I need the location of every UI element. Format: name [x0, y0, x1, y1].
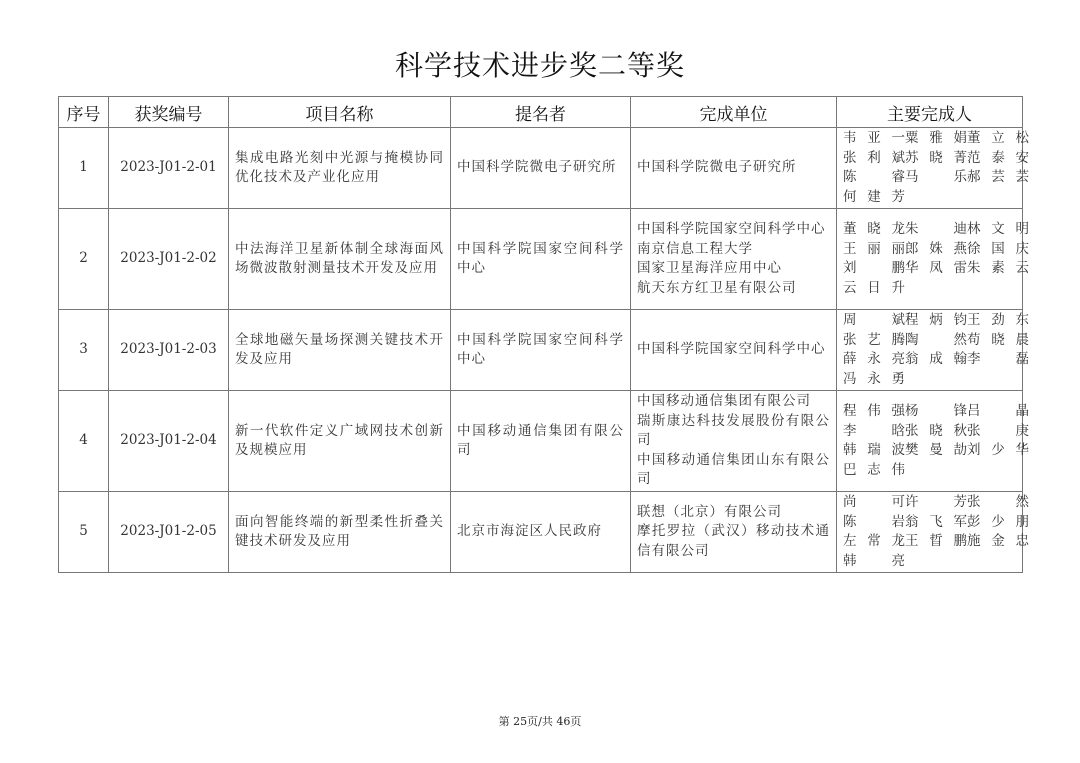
person-name: 李 晗 [843, 422, 905, 439]
cell-nominator: 中国科学院国家空间科学中心 [451, 310, 631, 391]
people-list [843, 220, 1029, 298]
person-name: 薛永亮 [843, 351, 905, 367]
person-name: 苏晓菁 [905, 149, 967, 166]
people-list [843, 311, 1029, 389]
cell-award-no: 2023-J01-2-05 [109, 492, 229, 573]
person-name: 周 斌 [843, 312, 905, 328]
header-units: 完成单位 [631, 97, 837, 128]
person-name: 徐国庆 [967, 240, 1029, 257]
page-title: 科学技术进步奖二等奖 [394, 49, 685, 82]
person-name: 翁成翰 [905, 351, 967, 367]
person-name: 杨 锋 [905, 403, 967, 419]
person-name: 张晓秋 [905, 422, 967, 439]
cell-seq: 3 [59, 310, 109, 391]
unit-name: 中国移动通信集团有限公司 [637, 393, 811, 410]
person-name: 粟雅娟 [905, 130, 967, 146]
table-row [59, 391, 1023, 492]
unit-name: 国家卫星海洋应用中心 [637, 260, 782, 276]
person-name: 王劲东 [967, 312, 1029, 328]
cell-seq: 1 [59, 128, 109, 209]
header-award-no: 获奖编号 [109, 97, 229, 128]
cell-award-no: 2023-J01-2-02 [109, 209, 229, 310]
person-name: 陈 岩 [843, 513, 905, 530]
person-name: 李 磊 [967, 351, 1029, 367]
person-name: 左常龙 [843, 533, 905, 549]
header-nominator: 提名者 [451, 97, 631, 128]
table-row [59, 492, 1023, 573]
unit-name: 摩托罗拉（武汉）移动技术通信有限公司 [637, 523, 830, 559]
person-name: 陶 然 [905, 331, 967, 348]
cell-nominator: 中国科学院国家空间科学中心 [451, 209, 631, 310]
cell-units [631, 209, 837, 310]
cell-award-no: 2023-J01-2-03 [109, 310, 229, 391]
people-list [843, 493, 1029, 571]
cell-people [837, 391, 1029, 492]
awards-table [58, 96, 1029, 573]
cell-units [631, 310, 837, 391]
person-name: 许 芳 [905, 494, 967, 510]
person-name: 程伟强 [843, 403, 905, 419]
unit-name: 瑞斯康达科技发展股份有限公司 [637, 412, 830, 449]
person-name: 王晢鹏 [905, 533, 967, 549]
cell-nominator: 中国移动通信集团有限公司 [451, 391, 631, 492]
person-name: 樊曼劼 [905, 442, 967, 458]
person-name: 韩瑞波 [843, 442, 905, 458]
table-row [59, 209, 1023, 310]
person-name: 施金忠 [967, 533, 1029, 549]
person-name: 吕 晶 [967, 403, 1029, 419]
person-name: 张 庚 [967, 422, 1029, 439]
header-project: 项目名称 [229, 97, 451, 128]
cell-seq: 2 [59, 209, 109, 310]
person-name: 巴志伟 [843, 461, 905, 478]
person-name: 张 然 [967, 494, 1029, 510]
person-name: 陈 睿 [843, 169, 905, 185]
person-name: 郎姝燕 [905, 240, 967, 257]
person-name: 张利斌 [843, 149, 905, 166]
unit-name: 南京信息工程大学 [637, 240, 753, 257]
cell-units [631, 492, 837, 573]
person-name: 朱素云 [967, 260, 1029, 276]
unit-name: 中国移动通信集团山东有限公司 [637, 451, 830, 488]
person-name: 冯永勇 [843, 370, 905, 387]
person-name: 翁飞军 [905, 513, 967, 530]
person-name: 尚 可 [843, 494, 905, 510]
cell-seq: 5 [59, 492, 109, 573]
person-name: 董立松 [967, 130, 1029, 146]
cell-project: 新一代软件定义广域网技术创新及规模应用 [229, 391, 451, 492]
cell-people [837, 128, 1029, 209]
header-people: 主要完成人 [837, 97, 1023, 128]
person-name: 华凤雷 [905, 260, 967, 276]
person-name: 范泰安 [967, 149, 1029, 166]
cell-nominator: 中国科学院微电子研究所 [451, 128, 631, 209]
person-name: 郝芸芸 [967, 169, 1029, 185]
cell-units [631, 128, 837, 209]
person-name: 刘 鹏 [843, 260, 905, 276]
cell-project: 面向智能终端的新型柔性折叠关键技术研发及应用 [229, 492, 451, 573]
people-list [843, 129, 1029, 207]
cell-project: 集成电路光刻中光源与掩模协同优化技术及产业化应用 [229, 128, 451, 209]
person-name: 王丽丽 [843, 240, 905, 257]
person-name: 林文明 [967, 221, 1029, 237]
header-seq: 序号 [59, 97, 109, 128]
person-name: 韩 亮 [843, 552, 905, 569]
cell-project: 全球地磁矢量场探测关键技术开发及应用 [229, 310, 451, 391]
cell-people [837, 310, 1029, 391]
person-name: 何建芳 [843, 188, 905, 205]
cell-units [631, 391, 837, 492]
person-name: 彭少朋 [967, 513, 1029, 530]
cell-people [837, 492, 1029, 573]
table-row [59, 310, 1023, 391]
cell-nominator: 北京市海淀区人民政府 [451, 492, 631, 573]
person-name: 朱 迪 [905, 221, 967, 237]
person-name: 程炳钧 [905, 312, 967, 328]
person-name: 韦亚一 [843, 130, 905, 146]
table-header-row [59, 97, 1023, 128]
person-name: 马 乐 [905, 169, 967, 185]
cell-people [837, 209, 1029, 310]
person-name: 苟晓晨 [967, 331, 1029, 348]
unit-name: 中国科学院国家空间科学中心 [637, 341, 826, 358]
cell-award-no: 2023-J01-2-04 [109, 391, 229, 492]
person-name: 董晓龙 [843, 221, 905, 237]
cell-project: 中法海洋卫星新体制全球海面风场微波散射测量技术开发及应用 [229, 209, 451, 310]
person-name: 云日升 [843, 279, 905, 296]
unit-name: 联想（北京）有限公司 [637, 503, 782, 520]
page-footer: 第 25页/共 46页 [498, 715, 582, 728]
people-list [843, 402, 1029, 480]
unit-name: 中国科学院国家空间科学中心 [637, 221, 826, 237]
person-name: 张艺腾 [843, 331, 905, 348]
person-name: 刘少华 [967, 442, 1029, 458]
cell-award-no: 2023-J01-2-01 [109, 128, 229, 209]
unit-name: 航天东方红卫星有限公司 [637, 279, 797, 296]
cell-seq: 4 [59, 391, 109, 492]
table-row [59, 128, 1023, 209]
unit-name: 中国科学院微电子研究所 [637, 159, 797, 176]
